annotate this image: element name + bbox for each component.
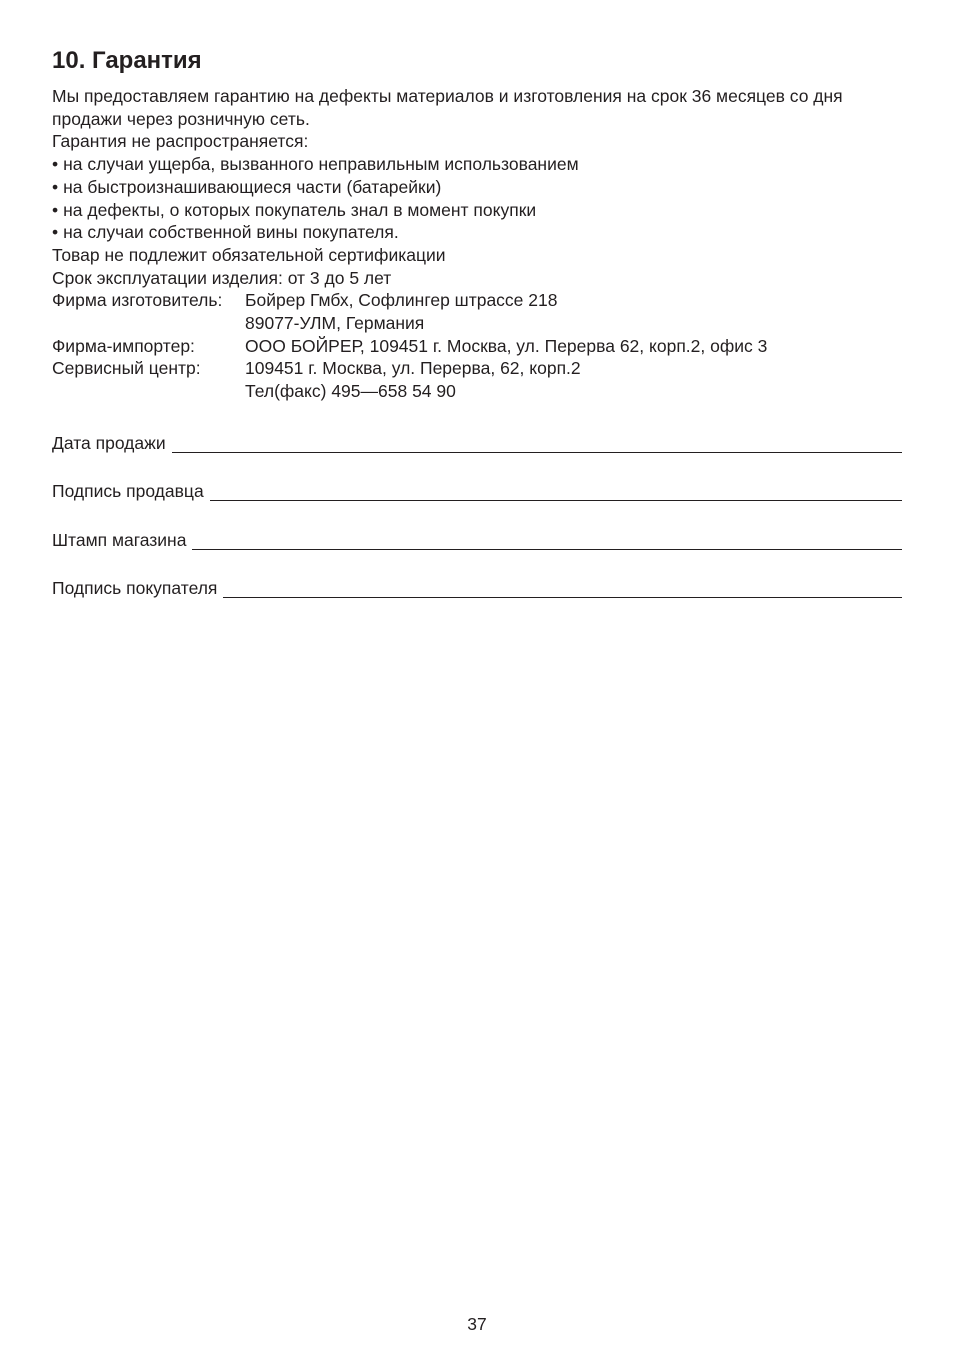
importer-address: ООО БОЙРЕР, 109451 г. Москва, ул. Перерва 62, корп.2, офис 3: [245, 335, 768, 356]
exclusion-text: на быстроизнашивающиеся части (батарейки): [63, 176, 442, 197]
bullet-icon: •: [52, 199, 59, 220]
signature-fields: [52, 429, 902, 599]
sale-date-line: [172, 434, 902, 453]
buyer-signature-line: [223, 579, 902, 598]
manufacturer-address-line-2: 89077-УЛМ, Германия: [245, 313, 425, 334]
certification-note: Товар не подлежит обязательной сертификации: [52, 244, 446, 265]
intro-line-1: Мы предоставляем гарантию на дефекты материалов и изготовления на срок 36 месяцев со дня: [52, 86, 843, 106]
sale-date-field: [52, 429, 902, 453]
page-number: 37: [467, 1314, 487, 1334]
store-stamp-field: [52, 526, 902, 550]
list-item: [52, 221, 902, 244]
intro-line-2: продажи через розничную сеть.: [52, 108, 310, 129]
seller-signature-field: [52, 477, 902, 501]
exclusions-heading: Гарантия не распространяется:: [52, 131, 309, 152]
empty-cell: [52, 380, 245, 403]
bullet-icon: •: [52, 176, 59, 197]
buyer-signature-label: Подпись покупателя: [52, 578, 218, 599]
empty-cell: [52, 312, 245, 335]
service-center-phone: Тел(факс) 495—658 54 90: [245, 381, 456, 402]
exclusion-text: на случаи собственной вины покупателя.: [63, 222, 399, 243]
section-title: 10. Гарантия: [52, 47, 202, 74]
list-item: [52, 153, 902, 176]
manufacturer-address-line-1: Бойрер Гмбх, Софлингер штрассе 218: [245, 290, 558, 311]
service-life-note: Срок эксплуатации изделия: от 3 до 5 лет: [52, 267, 392, 288]
buyer-signature-field: [52, 574, 902, 598]
seller-signature-line: [210, 482, 902, 501]
contact-table: [52, 289, 902, 403]
list-item: [52, 199, 902, 222]
importer-label: Фирма-импортер:: [52, 335, 195, 356]
exclusions-list: [52, 153, 902, 244]
exclusion-text: на случаи ущерба, вызванного неправильным использованием: [63, 154, 579, 175]
sale-date-label: Дата продажи: [52, 432, 166, 453]
exclusion-text: на дефекты, о которых покупатель знал в момент покупки: [63, 199, 537, 220]
store-stamp-label: Штамп магазина: [52, 529, 187, 550]
manufacturer-label: Фирма изготовитель:: [52, 290, 223, 311]
bullet-icon: •: [52, 222, 59, 243]
list-item: [52, 176, 902, 199]
seller-signature-label: Подпись продавца: [52, 481, 204, 502]
service-center-label: Сервисный центр:: [52, 358, 201, 379]
store-stamp-line: [192, 531, 902, 550]
service-center-address: 109451 г. Москва, ул. Перерва, 62, корп.2: [245, 358, 581, 379]
bullet-icon: •: [52, 154, 59, 175]
warranty-page: [52, 46, 902, 623]
